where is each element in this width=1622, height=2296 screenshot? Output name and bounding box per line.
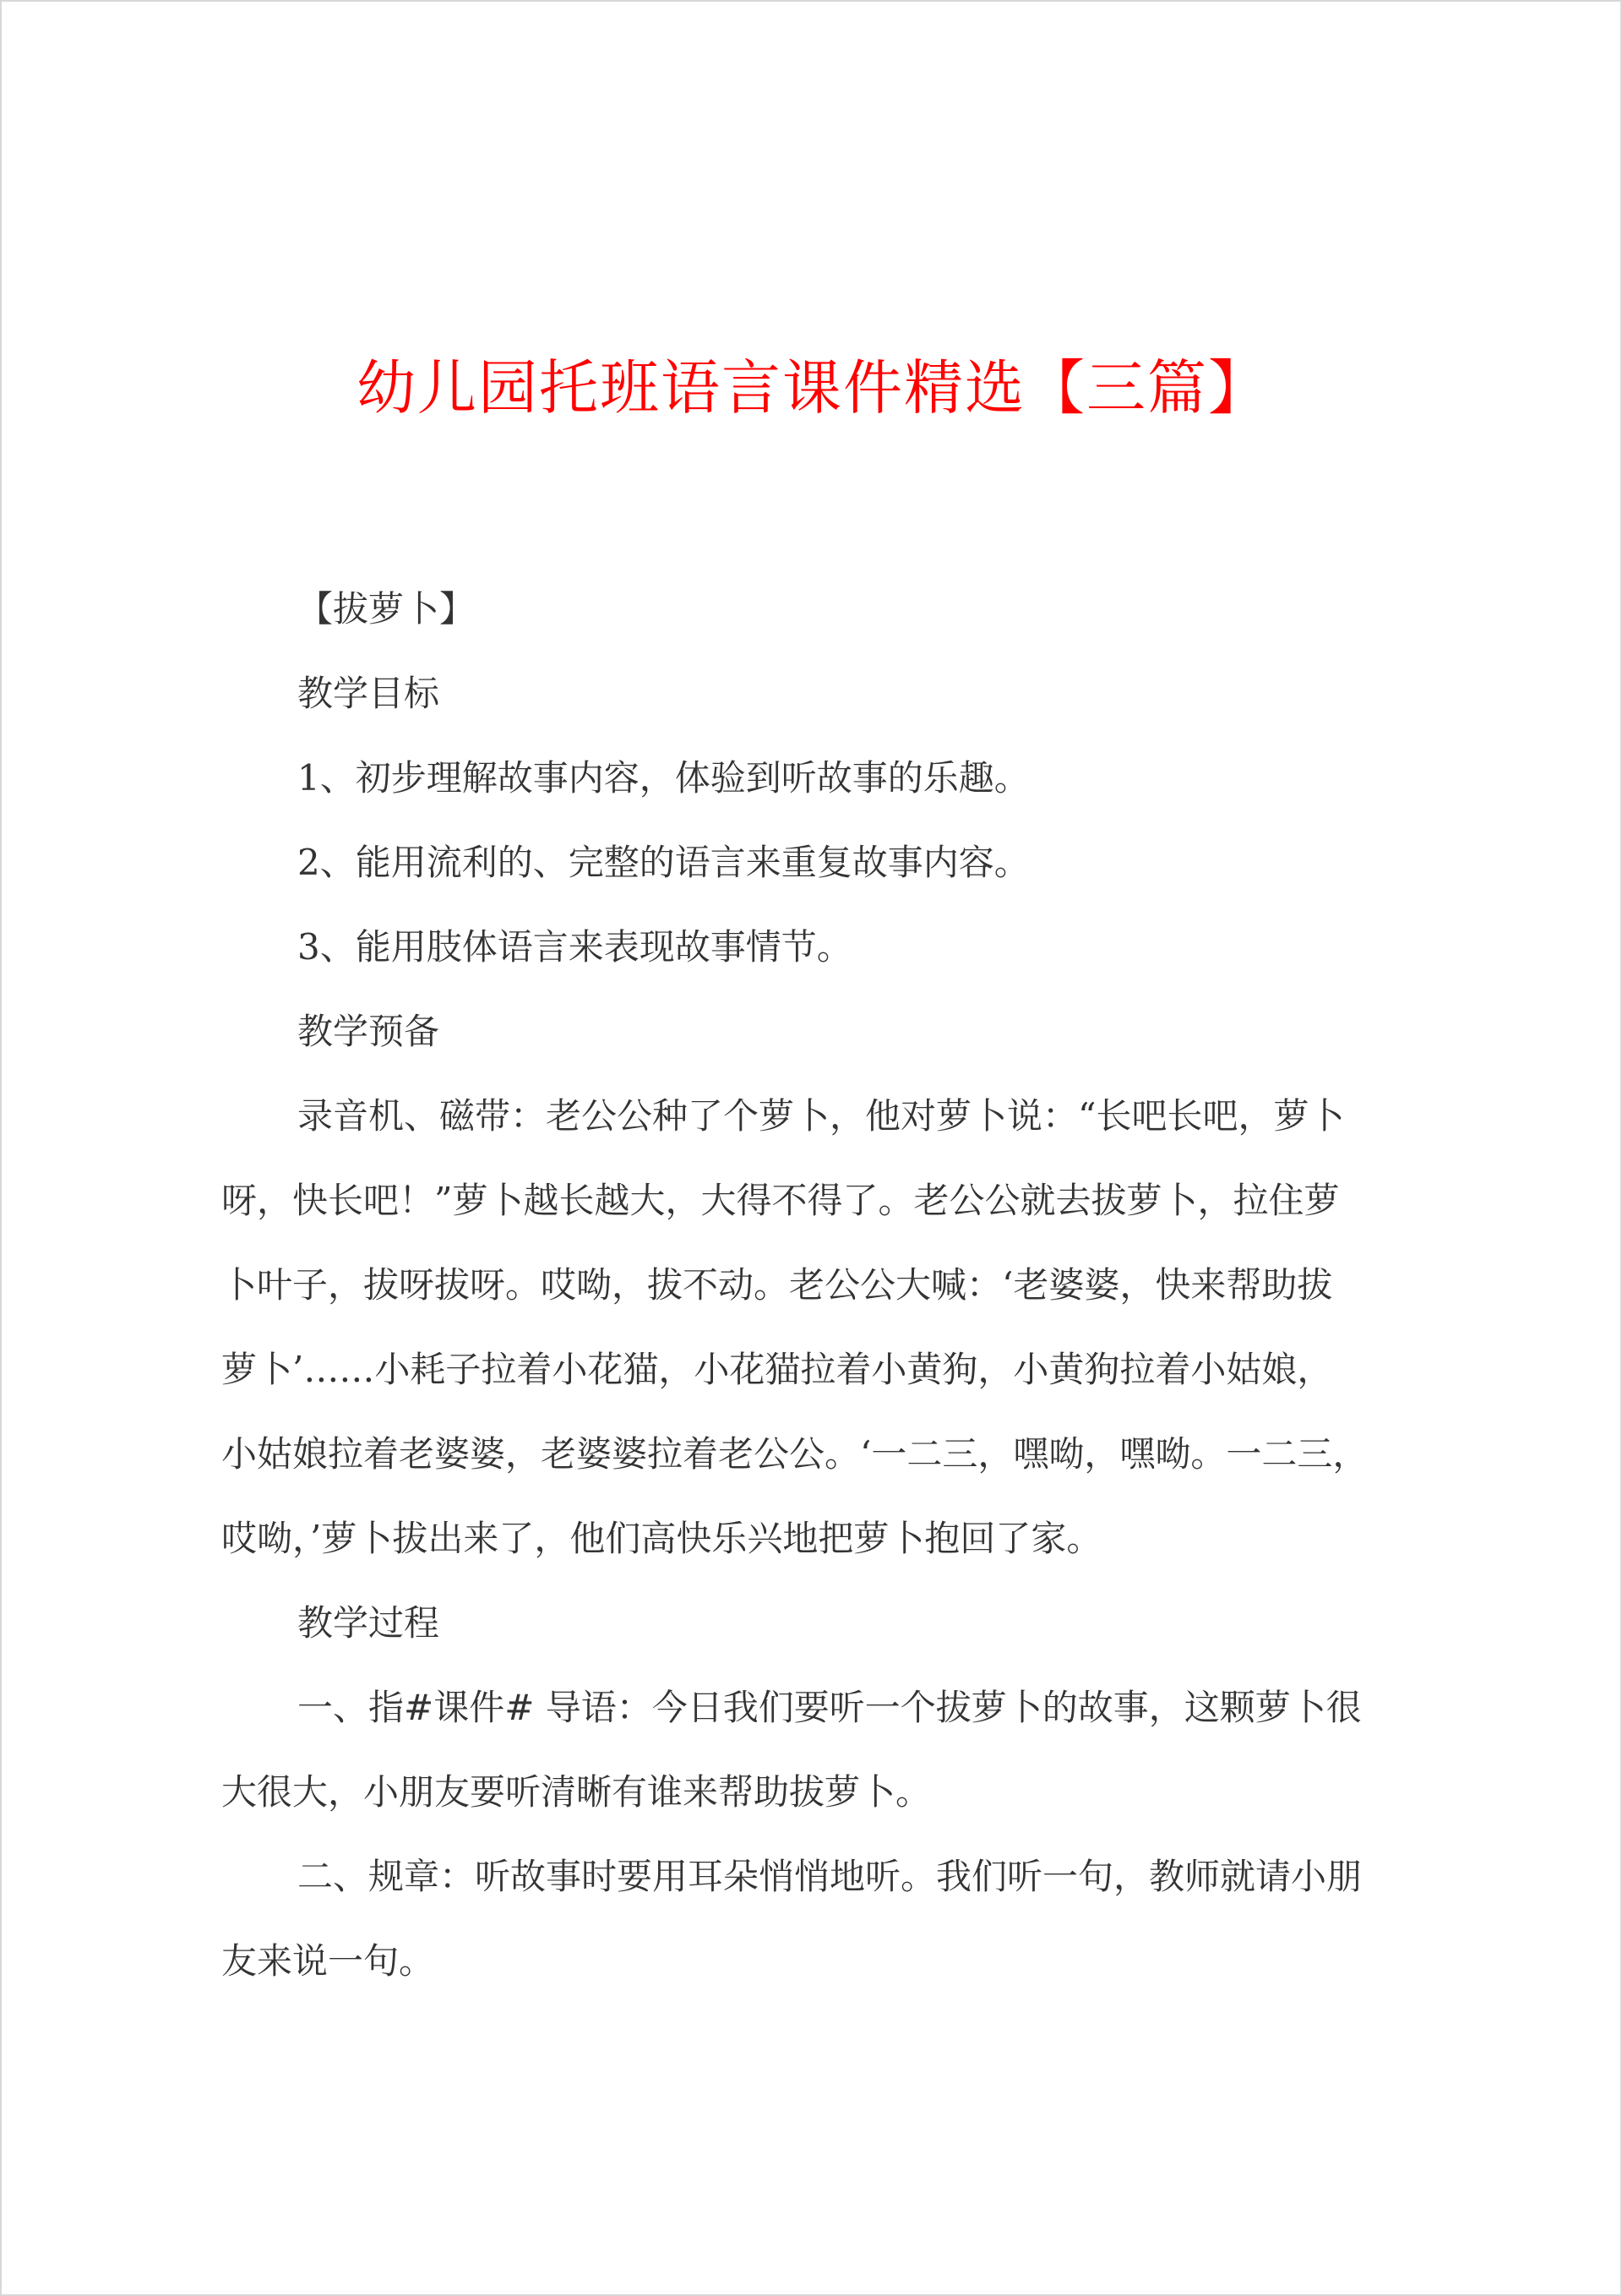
subheading: 教学目标 [297,673,440,714]
subheading: 教学预备 [297,1011,440,1052]
paragraph-line: 二、规章：听故事时要用耳朵悄悄地听。我们听一句，教师就请小朋 [297,1856,1363,1897]
paragraph-line: 萝卜’……小耗子拉着小花猫，小花猫拉着小黄狗，小黄狗拉着小姑娘， [221,1349,1333,1390]
paragraph-line: 呀，快长吧！”萝卜越长越大，大得不得了。老公公就去拔萝卜，拉住萝 [221,1180,1340,1221]
paragraph-line: 哎呦，’萝卜拔出来了，他们高快乐兴地把萝卜抱回了家。 [221,1518,1102,1559]
list-item: 3、能用肢体语言来表现故事情节。 [297,926,852,968]
paragraph-line: 小姑娘拉着老婆婆，老婆婆拉着老公公。‘一二三，嘿呦，嘿呦。一二三， [221,1433,1369,1475]
document-title: 幼儿园托班语言课件精选【三篇】 [357,352,1269,423]
paragraph-line: 友来说一句。 [221,1940,435,1982]
paragraph-line: 大很大，小朋友要听清晰有谁来帮助拔萝卜。 [221,1771,932,1813]
subheading: 教学过程 [297,1602,440,1644]
paragraph-line: 录音机、磁带：老公公种了个萝卜，他对萝卜说：“长吧长吧，萝卜 [297,1095,1345,1137]
paragraph-line: 一、指#课件# 导语：今日我们要听一个拔萝卜的故事，这颗萝卜很 [297,1687,1362,1728]
list-item: 2、能用流利的、完整的语言来重复故事内容。 [297,842,1030,883]
list-item: 1、初步理解故事内容，体验到听故事的乐趣。 [297,757,1030,799]
paragraph-line: 卜叶子，拔呀拔呀。哎呦，拔不动。老公公大喊：‘老婆婆，快来帮助拔 [221,1264,1333,1306]
section-heading: 【拔萝卜】 [297,588,476,630]
